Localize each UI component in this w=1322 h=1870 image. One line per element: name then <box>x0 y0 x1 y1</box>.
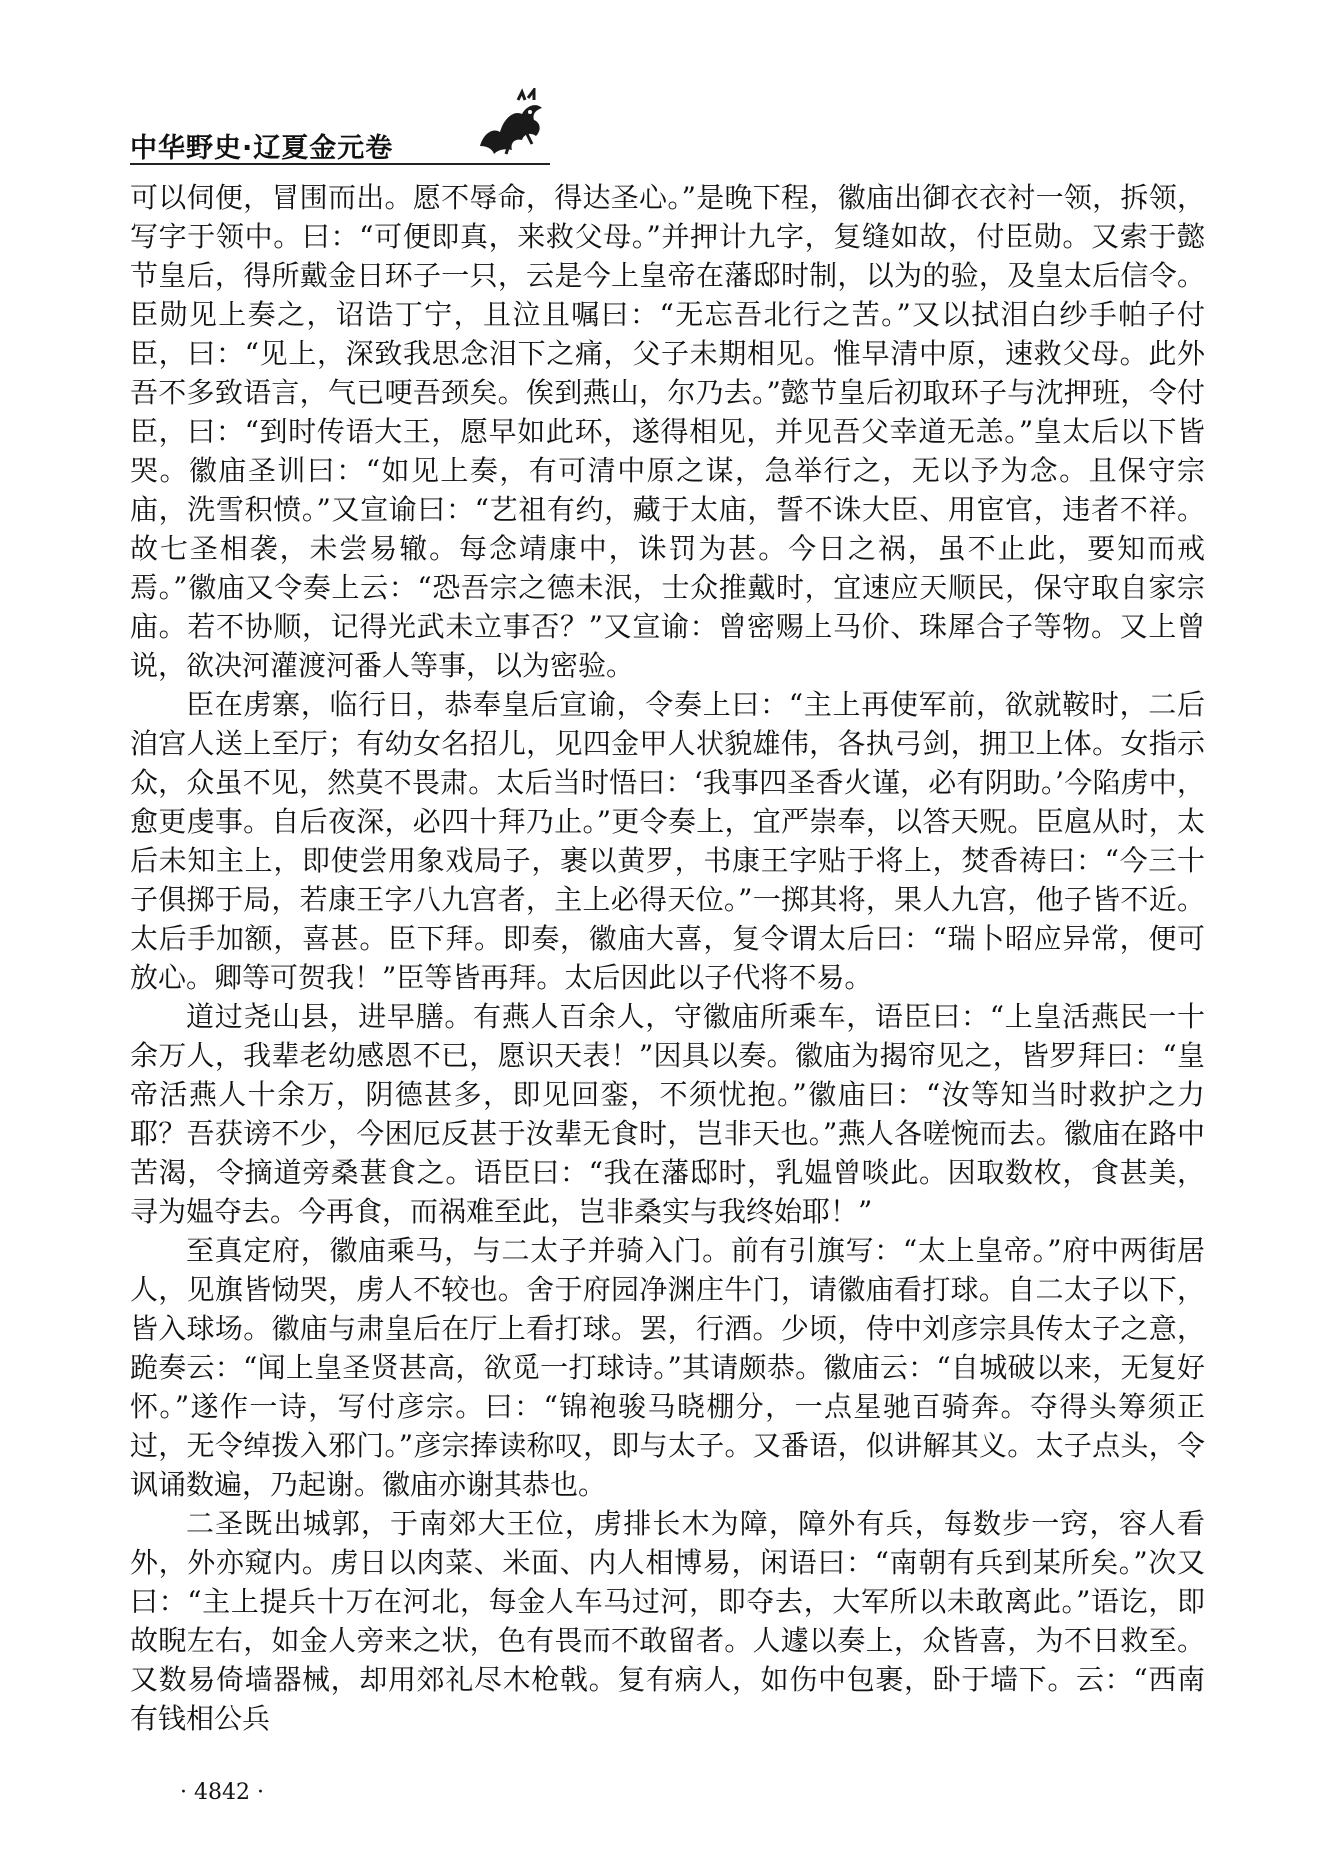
running-header <box>130 88 550 168</box>
body-text <box>130 178 1205 1738</box>
paragraph: 道过尧山县，进早膳。有燕人百余人，守徽庙所乘车，语臣曰：“上皇活燕民一十余万人，我辈老幼感恩不已，愿识天表！”因具以奏。徽庙为揭帘见之，皆罗拜曰：“皇帝活燕人十余万，阴德甚多，即见回銮，不须忧抱。”徽庙曰：“汝等知当时救护之力耶？吾获谤不少，今困厄反甚于汝辈无食时，岂非天也。”燕人各嗟惋而去。徽庙在路中苦渴，令摘道旁桑葚食之。语臣曰：“我在藩邸时，乳媪曾啖此。因取数枚，食甚美，寻为媪夺去。今再食，而祸难至此，岂非桑实与我终始耶！” <box>130 1000 1205 1228</box>
paragraph: 可以伺便，冒围而出。愿不辱命，得达圣心。”是晚下程，徽庙出御衣衣衬一领，拆领，写字于领中。曰：“可便即真，来救父母。”并押计九字，复缝如故，付臣勋。又索于懿节皇后，得所戴金日环子一只，云是今上皇帝在藩邸时制，以为的验，及皇太后信令。臣勋见上奏之，诏诰丁宁，且泣且嘱曰：“无忘吾北行之苦。”又以拭泪白纱手帕子付臣，曰：“见上，深致我思念泪下之痛，父子未期相见。惟早清中原，速救父母。此外吾不多致语言，气已哽吾颈矣。俟到燕山，尔乃去。”懿节皇后初取环子与沈押班，令付臣，曰：“到时传语大王，愿早如此环，遂得相见，并见吾父幸道无恙。”皇太后以下皆哭。徽庙圣训曰：“如见上奏，有可清中原之谋，急举行之，无以予为念。且保守宗庙，洗雪积愤。”又宣谕曰：“艺祖有约，藏于太庙，誓不诛大臣、用宦官，违者不祥。故七圣相袭，未尝易辙。每念靖康中，诛罚为甚。今日之祸，虽不止此，要知而戒焉。”徽庙又令奏上云：“恐吾宗之德未泯，士众推戴时，宜速应天顺民，保守取自家宗庙。若不协顺，记得光武未立事否？”又宣谕：曾密赐上马价、珠犀合子等物。又上曾说，欲决河灌渡河番人等事，以为密验。 <box>130 181 1205 682</box>
dragon-emblem-icon <box>470 88 550 158</box>
paragraph: 臣在虏寨，临行日，恭奉皇后宣谕，令奏上曰：“主上再使军前，欲就鞍时，二后洎宫人送上至厅；有幼女名招儿，见四金甲人状貌雄伟，各执弓剑，拥卫上体。女指示众，众虽不见，然莫不畏肃。太后当时悟曰：‘我事四圣香火谨，必有阴助。’今陷虏中，愈更虔事。自后夜深，必四十拜乃止。”更令奏上，宜严崇奉，以答天贶。臣扈从时，太后未知主上，即使尝用象戏局子，裹以黄罗，书康王字贴于将上，焚香祷曰：“今三十子俱掷于局，若康王字八九宫者，主上必得天位。”一掷其将，果人九宫，他子皆不近。太后手加额，喜甚。臣下拜。即奏，徽庙大喜，复令谓太后曰：“瑞卜昭应异常，便可放心。卿等可贺我！”臣等皆再拜。太后因此以子代将不易。 <box>130 688 1205 994</box>
book-title: 中华野史·辽夏金元卷 <box>130 133 394 164</box>
paragraph: 二圣既出城郭，于南郊大王位，虏排长木为障，障外有兵，每数步一窍，容人看外，外亦窥内。虏日以肉菜、米面、内人相博易，闲语曰：“南朝有兵到某所矣。”次又曰：“主上提兵十万在河北，每金人车马过河，即夺去，大军所以未敢离此。”语讫，即故睨左右，如金人旁来之状，色有畏而不敢留者。人遽以奏上，众皆喜，为不日救至。又数易倚墙器械，却用郊礼尽木枪戟。复有病人，如伤中包裹，卧于墙下。云：“西南有钱相公兵 <box>130 1507 1205 1735</box>
header-divider <box>130 163 550 165</box>
paragraph: 至真定府，徽庙乘马，与二太子并骑入门。前有引旗写：“太上皇帝。”府中两街居人，见旗皆恸哭，虏人不较也。舍于府园净渊庄牛门，请徽庙看打球。自二太子以下，皆入球场。徽庙与肃皇后在厅上看打球。罢，行酒。少顷，侍中刘彦宗具传太子之意，跪奏云：“闻上皇圣贤甚高，欲觅一打球诗。”其请颇恭。徽庙云：“自城破以来，无复好怀。”遂作一诗，写付彦宗。曰：“锦袍骏马晓棚分，一点星驰百骑奔。夺得头筹须正过，无令绰拨入邪门。”彦宗捧读称叹，即与太子。又番语，似讲解其义。太子点头，令讽诵数遍，乃起谢。徽庙亦谢其恭也。 <box>130 1234 1205 1501</box>
page-number: · 4842 · <box>180 1780 264 1805</box>
